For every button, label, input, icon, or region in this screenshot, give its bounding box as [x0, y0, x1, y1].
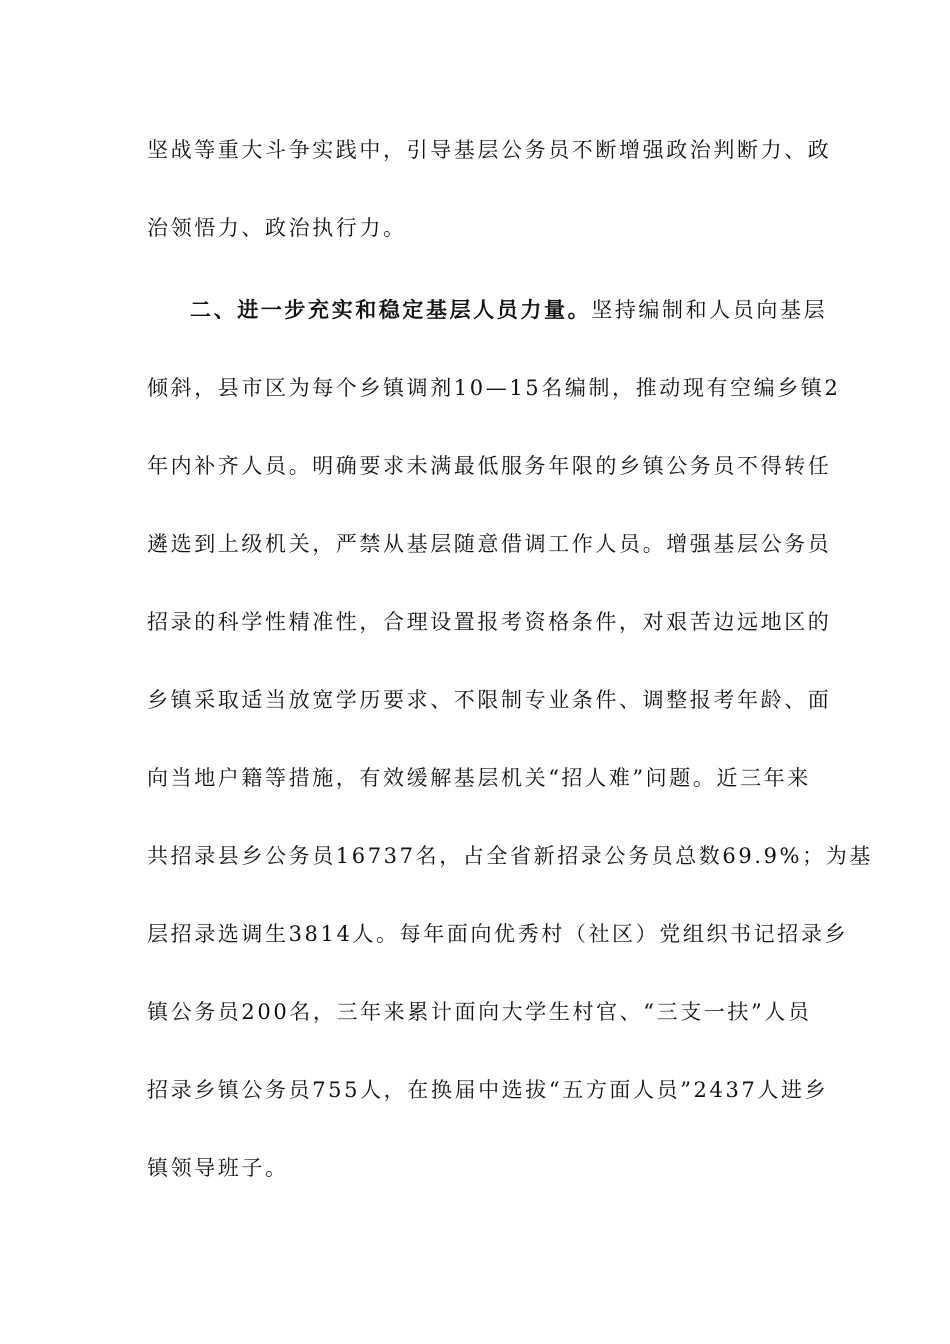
section-heading-line: [190, 294, 828, 326]
paragraph-line: 遴选到上级机关，严禁从基层随意借调工作人员。增强基层公务员: [147, 532, 832, 556]
paragraph-line: 共招录县乡公务员16737名，占全省新招录公务员总数69.9%；为基: [147, 844, 873, 868]
paragraph-line: 招录乡镇公务员755人，在换届中选拔“五方面人员”2437人进乡: [147, 1078, 829, 1102]
section-heading: 二、进一步充实和稳定基层人员力量。: [190, 297, 592, 322]
paragraph-line: 年内补齐人员。明确要求未满最低服务年限的乡镇公务员不得转任: [147, 454, 832, 478]
paragraph-line: 镇领导班子。: [147, 1156, 289, 1180]
paragraph-line: 乡镇采取适当放宽学历要求、不限制专业条件、调整报考年龄、面: [147, 688, 832, 712]
paragraph-line: 向当地户籍等措施，有效缓解基层机关“招人难”问题。近三年来: [147, 766, 811, 790]
paragraph-text: 坚持编制和人员向基层: [591, 298, 828, 322]
paragraph-line: 坚战等重大斗争实践中，引导基层公务员不断增强政治判断力、政: [147, 138, 832, 162]
paragraph-line: 层招录选调生3814人。每年面向优秀村（社区）党组织书记招录乡: [147, 922, 849, 946]
paragraph-line: 治领悟力、政治执行力。: [147, 216, 407, 240]
paragraph-line: 招录的科学性精准性，合理设置报考资格条件，对艰苦边远地区的: [147, 610, 832, 634]
paragraph-line: 镇公务员200名，三年来累计面向大学生村官、“三支一扶”人员: [147, 1000, 812, 1024]
paragraph-line: 倾斜，县市区为每个乡镇调剂10—15名编制，推动现有空编乡镇2: [147, 376, 841, 400]
